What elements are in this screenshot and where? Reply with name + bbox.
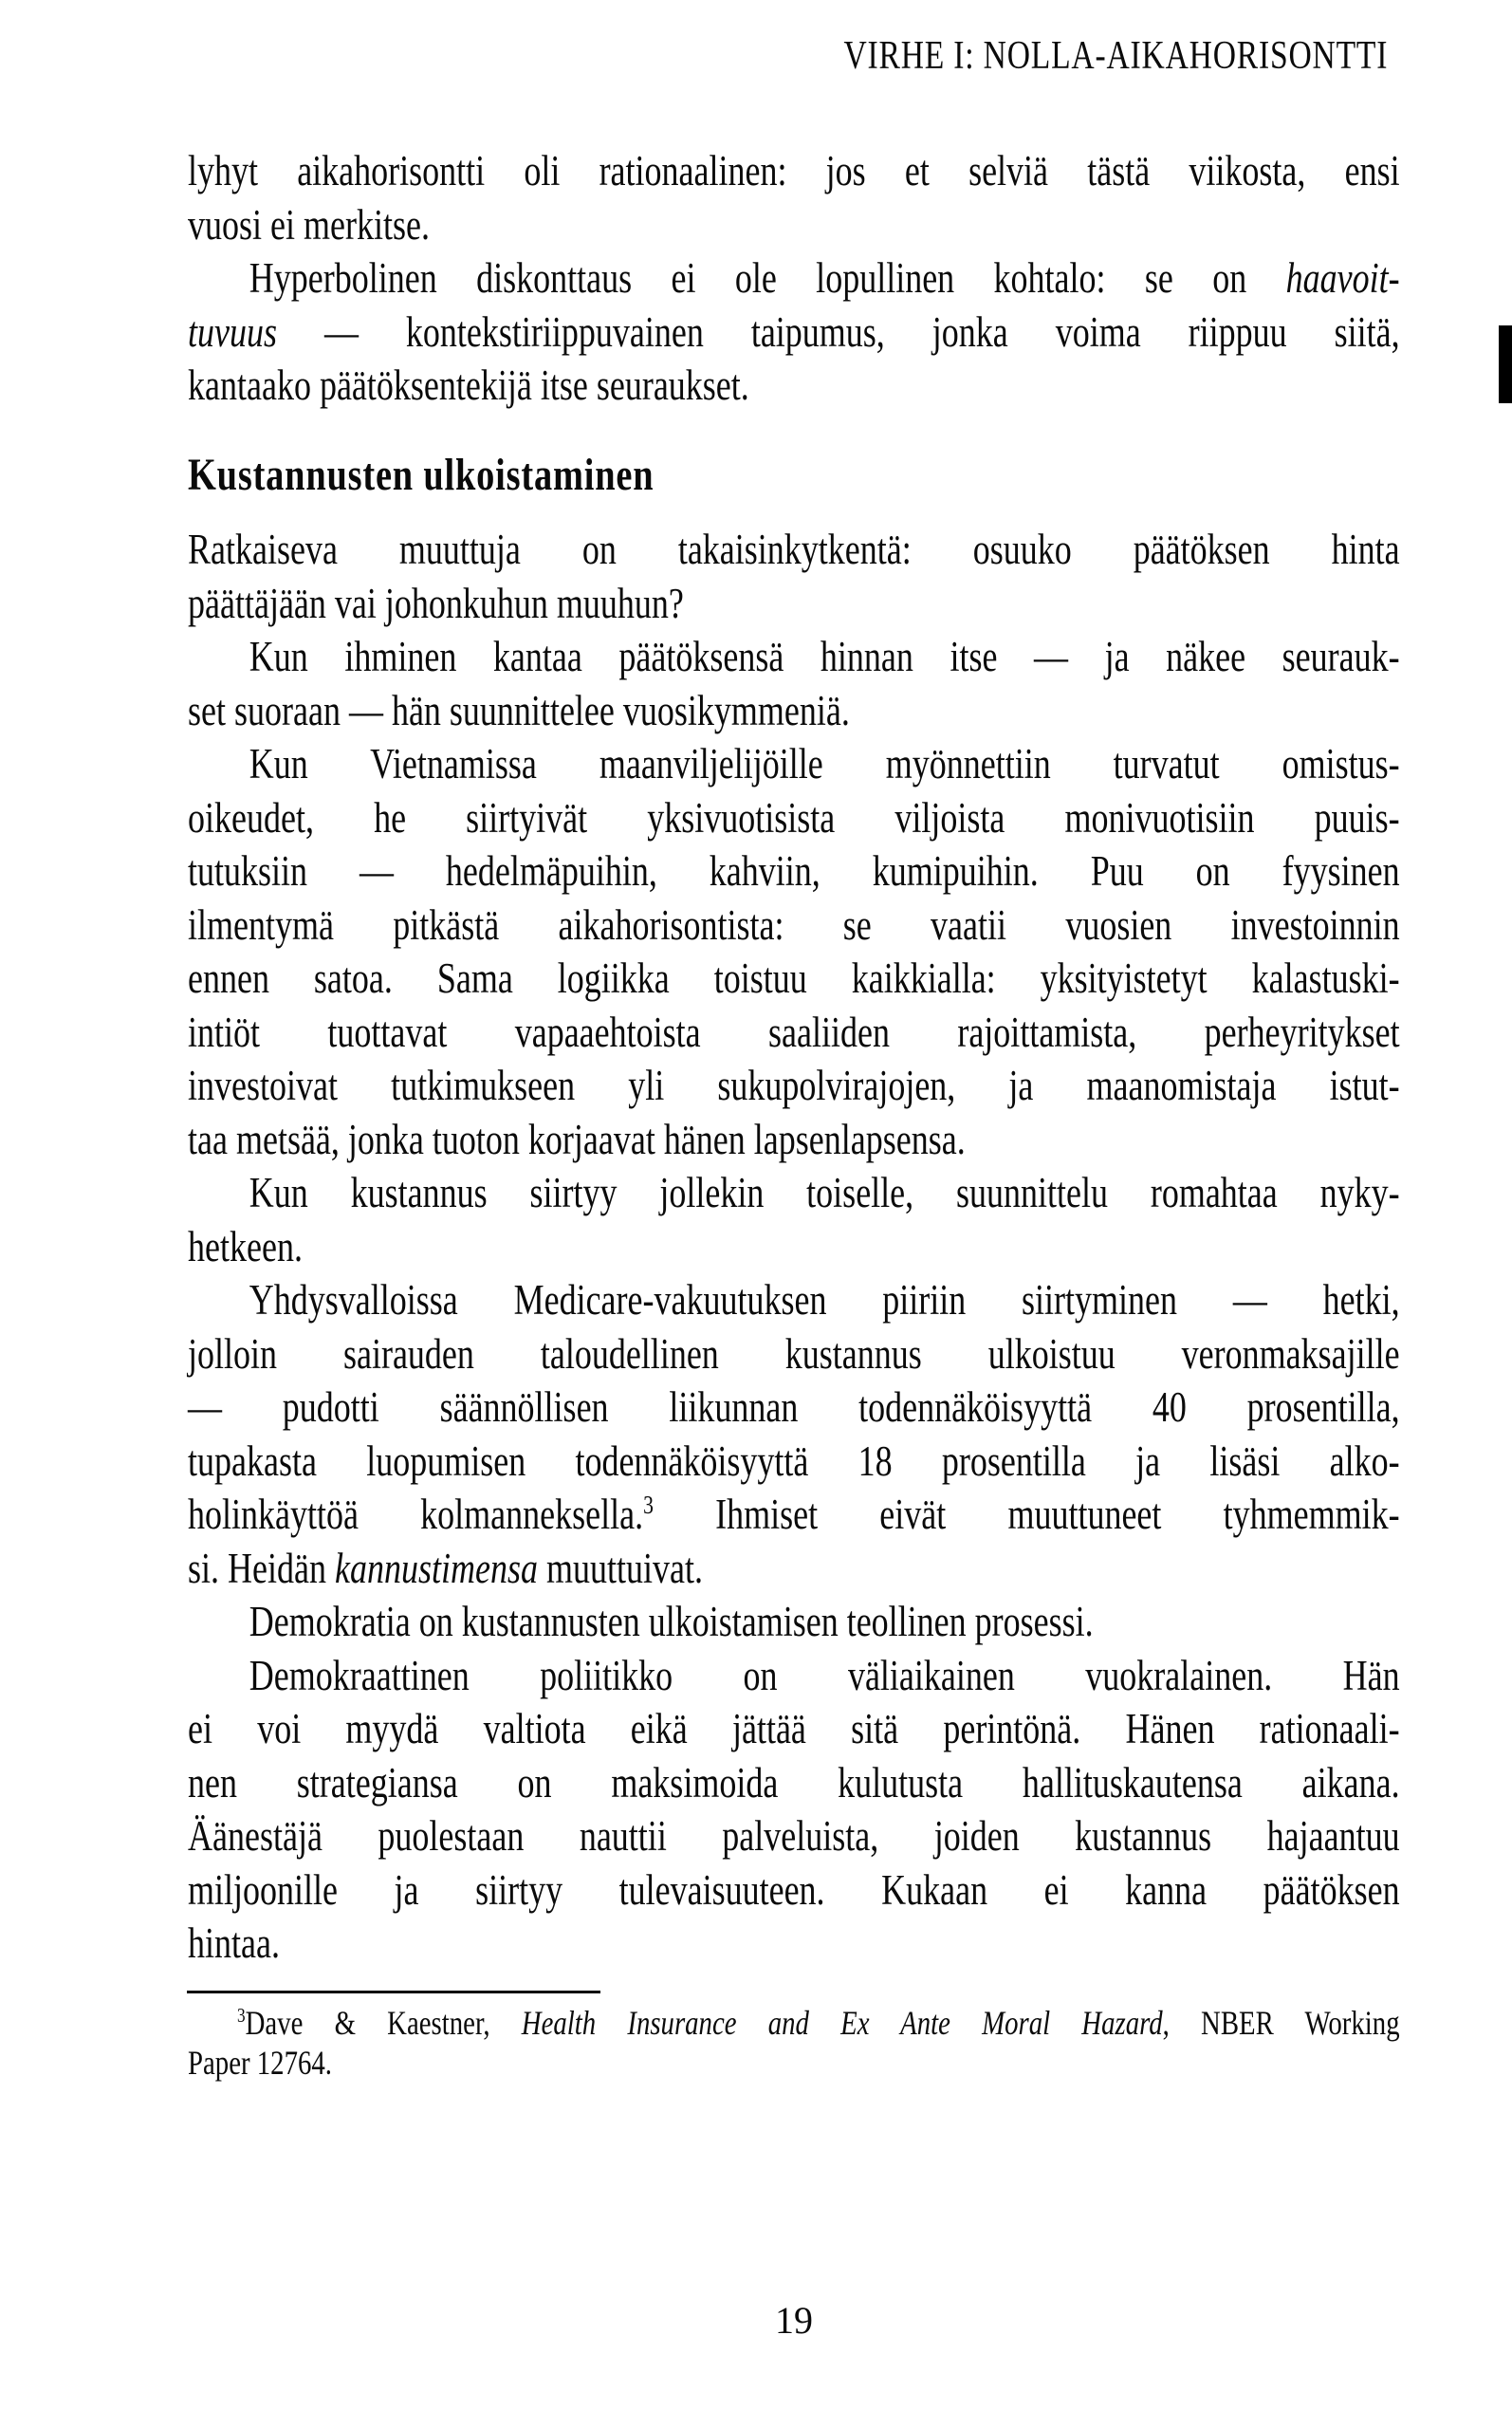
- text-line: Demokratia on kustannusten ulkoistamisen teollinen prosessi.: [249, 1598, 1094, 1645]
- text-line: $^3$Dave & Kaestner, Health Insurance and Ex Ante Moral Hazard, NBER Working: [237, 2004, 1400, 2042]
- text-line: oikeudet, he siirtyivät yksivuotisista viljoista monivuotisiin puuis-: [188, 793, 1400, 842]
- text-line: Kun Vietnamissa maanviljelijöille myönnettiin turvatut omistus-: [249, 740, 1400, 788]
- text-line: miljoonille ja siirtyy tulevaisuuteen. Kukaan ei kanna päätöksen: [188, 1865, 1400, 1914]
- text-line: hintaa.: [188, 1919, 280, 1967]
- text-line: intiöt tuottavat vapaaehtoista saaliiden rajoittamista, perheyritykset: [188, 1008, 1400, 1056]
- text-line: investoivat tutkimukseen yli sukupolvirajojen, ja maanomistaja istut-: [188, 1062, 1400, 1109]
- text-line: — pudotti säännöllisen liikunnan todennäköisyyttä 40 prosentilla,: [188, 1383, 1400, 1431]
- text-line: hetkeen.: [188, 1222, 303, 1270]
- text-line: vuosi ei merkitse.: [188, 200, 430, 249]
- text-line: kantaako päätöksentekijä itse seuraukset.: [188, 361, 749, 409]
- text-column: [188, 0, 1400, 2409]
- text-line: Demokraattinen poliitikko on väliaikainen vuokralainen. Hän: [249, 1651, 1400, 1699]
- text-line: holinkäyttöä kolmanneksella.$^3$ Ihmiset eivät muuttuneet tyhmemmik-: [188, 1491, 1400, 1538]
- text-line: ennen satoa. Sama logiikka toistuu kaikkialla: yksityistetyt kalastuski-: [188, 954, 1400, 1002]
- text-line: Yhdysvalloissa Medicare-vakuutuksen piiriin siirtyminen — hetki,: [249, 1276, 1400, 1324]
- text-line: tutuksiin — hedelmäpuihin, kahviin, kumipuihin. Puu on fyysinen: [188, 847, 1400, 895]
- text-line: Kun kustannus siirtyy jollekin toiselle, suunnittelu romahtaa nyky-: [249, 1169, 1400, 1216]
- text-line: tupakasta luopumisen todennäköisyyttä 18 prosentilla ja lisäsi alko-: [188, 1436, 1400, 1485]
- text-line: taa metsää, jonka tuoton korjaavat hänen lapsenlapsensa.: [188, 1115, 966, 1163]
- text-line: jolloin sairauden taloudellinen kustannus ulkoistuu veronmaksajille: [188, 1329, 1400, 1378]
- running-head: VIRHE I: NOLLA-AIKAHORISONTTI: [843, 34, 1388, 78]
- text-line: Äänestäjä puolestaan nauttii palveluista, joiden kustannus hajaantuu: [188, 1812, 1400, 1860]
- text-line: Paper 12764.: [188, 2044, 332, 2082]
- text-line: Kun ihminen kantaa päätöksensä hinnan itse — ja näkee seurauk-: [249, 633, 1400, 680]
- text-line: nen strategiansa on maksimoida kulutusta hallituskautensa aikana.: [188, 1758, 1400, 1807]
- text-line: Ratkaiseva muuttuja on takaisinkytkentä: osuuko päätöksen hinta: [188, 526, 1400, 573]
- section-heading: Kustannusten ulkoistaminen: [188, 450, 655, 500]
- text-line: ei voi myydä valtiota eikä jättää sitä perintönä. Hänen rationaali-: [188, 1705, 1400, 1752]
- text-line: set suoraan — hän suunnittelee vuosikymmeniä.: [188, 686, 850, 734]
- text-line: lyhyt aikahorisontti oli rationaalinen: jos et selviä tästä viikosta, ensi: [188, 147, 1400, 195]
- bookmark-edge-tab: [1499, 325, 1512, 403]
- text-line: tuvuus — kontekstiriippuvainen taipumus, jonka voima riippuu siitä,: [188, 307, 1400, 356]
- text-line: ilmentymä pitkästä aikahorisontista: se vaatii vuosien investoinnin: [188, 900, 1400, 949]
- intro-paragraph: [188, 144, 1400, 413]
- page-number: 19: [775, 2299, 813, 2342]
- footnote: [188, 2003, 1400, 2083]
- text-line: päättäjään vai johonkuhun muuhun?: [188, 579, 684, 627]
- footnote-separator-rule: [187, 1991, 600, 1993]
- body-paragraphs: [188, 523, 1400, 1971]
- text-line: si. Heidän kannustimensa muuttuivat.: [188, 1544, 703, 1592]
- text-line: Hyperbolinen diskonttaus ei ole lopullinen kohtalo: se on haavoit-: [249, 254, 1400, 302]
